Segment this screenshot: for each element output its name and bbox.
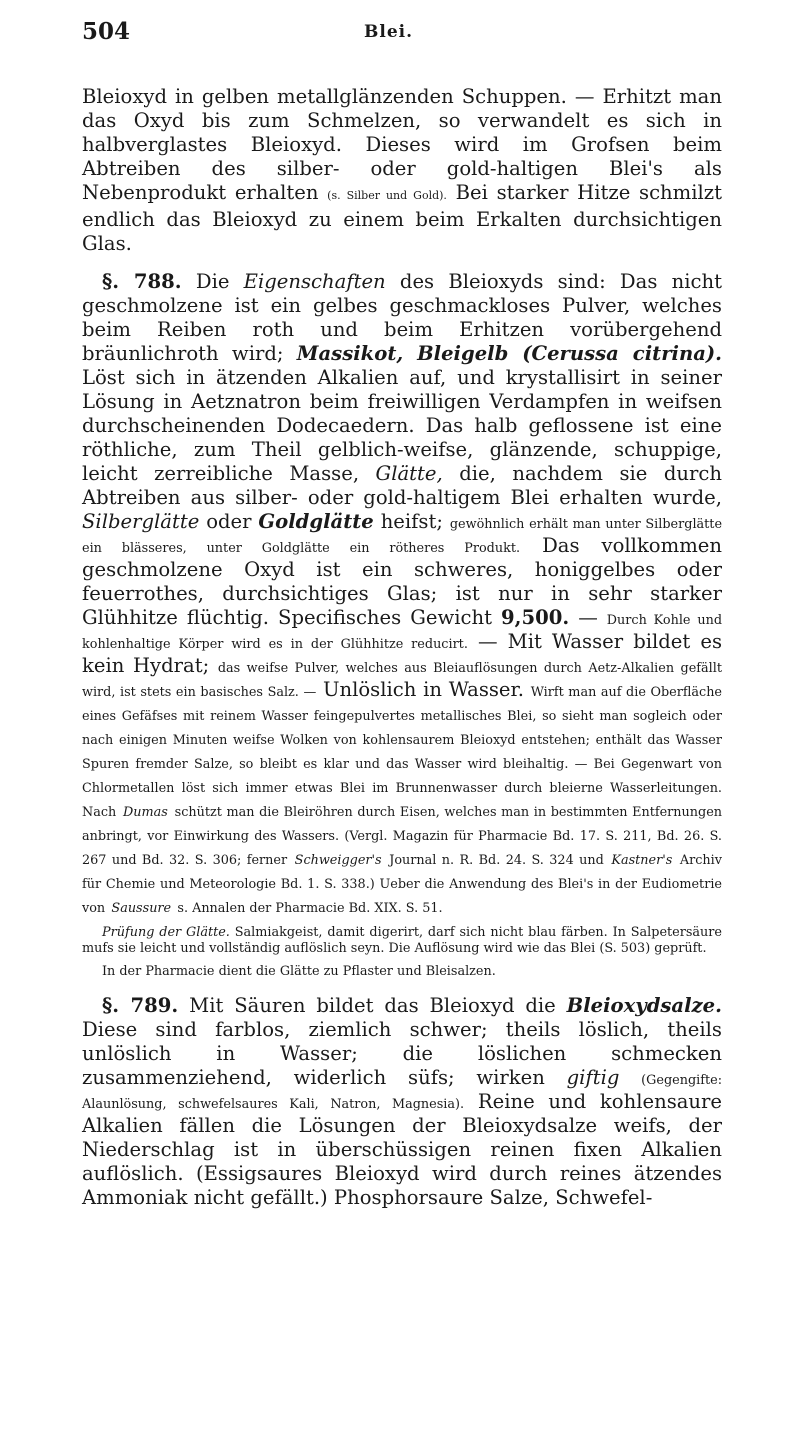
note: (s. Silber und Gold). [327,189,447,202]
small-text: Wirft man auf die Oberfläche eines Gefäfses mit reinem Wasser feingepulvertes metallisches Blei, so sieht man sogleich oder nach einigen Minuten weifse Wolken von kohlensaurem Bleioxyd entstehen; enthält das Wasser Spuren fremder Salze, so bleibt es klar und das Wasser wird bleihaltig. — Bei Gegenwart von Chlormetallen löst sich immer etwas Blei im Brunnenwasser durch bleierne Wasserleitungen. Nach [82,685,723,820]
text: Bleioxyd in gelben metallglänzenden Schuppen. — Erhitzt man das Oxyd bis zum Schmelzen, so verwandelt es sich in halbverglastes Bleioxyd. Dieses wird im Grofsen beim Abtreiben des silber- oder gold-haltigen Blei's als Nebenprodukt erhalten [82,85,722,204]
text: die, nachdem sie durch Abtreiben aus silber- oder gold-haltigem Blei erhalten wurde, [82,462,722,509]
small-text: schützt man die Bleiröhren durch Eisen, welches man in bestimmten Entfernungen anbringt, vor Einwirkung des Wassers. (Vergl. Magazin für Pharmacie Bd. 17. S. 211, Bd. 26. S. 267 und Bd. 32. S. 306; ferner [82,805,723,868]
text: Unlöslich in Wasser. [322,678,524,701]
term: Glätte, [375,462,443,485]
running-head: Blei. [364,22,414,42]
term: Silberglätte [82,510,200,533]
section-number: §. 789. [102,994,179,1017]
text: Reine und kohlensaure Alkalien fällen die Lösungen der Bleioxydsalze weifs, der Niederschlag ist in überschüssigen reinen fixen Alkalien auflöslich. (Essigsaures Bleioxyd wird durch reines ätzendes Ammoniak nicht gefällt.) Phosphorsaure Salze, Schwefel- [82,1090,723,1209]
author-name: Schweigger's [294,853,382,868]
text: oder [206,510,252,533]
page-body [82,85,722,1210]
small-text: s. Annalen der Pharmacie Bd. XIX. S. 51. [177,901,443,916]
term: Bleioxydsalze. [566,994,722,1017]
subheading: Prüfung der Glätte. [102,925,230,940]
page-header [0,18,800,58]
small-text: Durch Kohle und kohlenhaltige Körper wird es in der Glühhitze reducirt. [82,613,723,652]
pharmacie-paragraph: In der Pharmacie dient die Glätte zu Pflaster und Bleisalzen. [102,964,496,979]
text: Diese sind farblos, ziemlich schwer; theils löslich, theils unlöslich in Wasser; die löslichen schmecken zusammenziehend, widerlich süfs; wirken [82,1018,722,1089]
paragraph-bleioxyd-schuppen [82,85,722,256]
pruefung-paragraph [82,925,722,957]
author-name: Kastner's [611,853,673,868]
small-text: (Gegengifte: Alaunlösung, schwefelsaures Kali, Natron, Magnesia). [82,1073,722,1112]
term: Eigenschaften [243,270,386,293]
page-number: 504 [82,18,131,45]
text: Löst sich in ätzenden Alkalien auf, und krystallisirt in seiner Lösung in Aetznatron beim freiwilligen Verdampfen in weifsen durchscheinenden Dodecaedern. Das halb geflossene ist eine röthliche, zum Theil gelblich-weifse, glänzende, schuppige, leicht zerreibliche Masse, [82,366,722,485]
text: heifst; [380,510,443,533]
small-text: das weifse Pulver, welches aus Bleiauflösungen durch Aetz-Alkalien gefällt wird, ist stets ein basisches Salz. — [82,661,722,700]
term: Massikot, Bleigelb (Cerussa citrina). [296,342,722,365]
small-text: Archiv für Chemie und Meteorologie Bd. 1. S. 338.) Ueber die Anwendung des Blei's in der Eudiometrie von [82,853,722,916]
small-text: Journal n. R. Bd. 24. S. 324 und [389,853,604,868]
text: — [578,606,598,629]
text: Die [195,270,230,293]
text: des Bleioxyds sind: Das nicht geschmolzene ist ein gelbes geschmackloses Pulver, welches beim Reiben roth und beim Erhitzen vorübergehend bräunlichroth wird; [82,270,722,365]
specific-gravity: 9,500. [500,606,570,629]
section-789 [82,994,722,1210]
term: giftig [566,1066,620,1089]
small-text: gewöhnlich erhält man unter Silberglätte ein blässeres, unter Goldglätte ein rötheres Produkt. [82,517,723,556]
author-name: Saussure [111,901,172,916]
section-788 [82,270,722,918]
text: Salmiakgeist, damit digerirt, darf sich nicht blau färben. In Salpetersäure mufs sie leicht und vollständig auflöslich seyn. Die Auflösung wird wie das Blei (S. 503) geprüft. [82,925,722,956]
text: Mit Säuren bildet das Bleioxyd die [189,994,556,1017]
author-name: Dumas [123,805,168,820]
term: Goldglätte [258,510,374,533]
text: Das vollkommen geschmolzene Oxyd ist ein schweres, honiggelbes oder feuerrothes, durchsichtiges Glas; ist nur in sehr starker Glühhitze flüchtig. Specifisches Gewicht [82,534,722,629]
text: — Mit Wasser bildet es kein Hydrat; [82,630,723,677]
text: Bei starker Hitze schmilzt endlich das Bleioxyd zu einem beim Erkalten durchsichtigen Glas. [82,181,722,255]
section-number: §. 788. [102,270,182,293]
